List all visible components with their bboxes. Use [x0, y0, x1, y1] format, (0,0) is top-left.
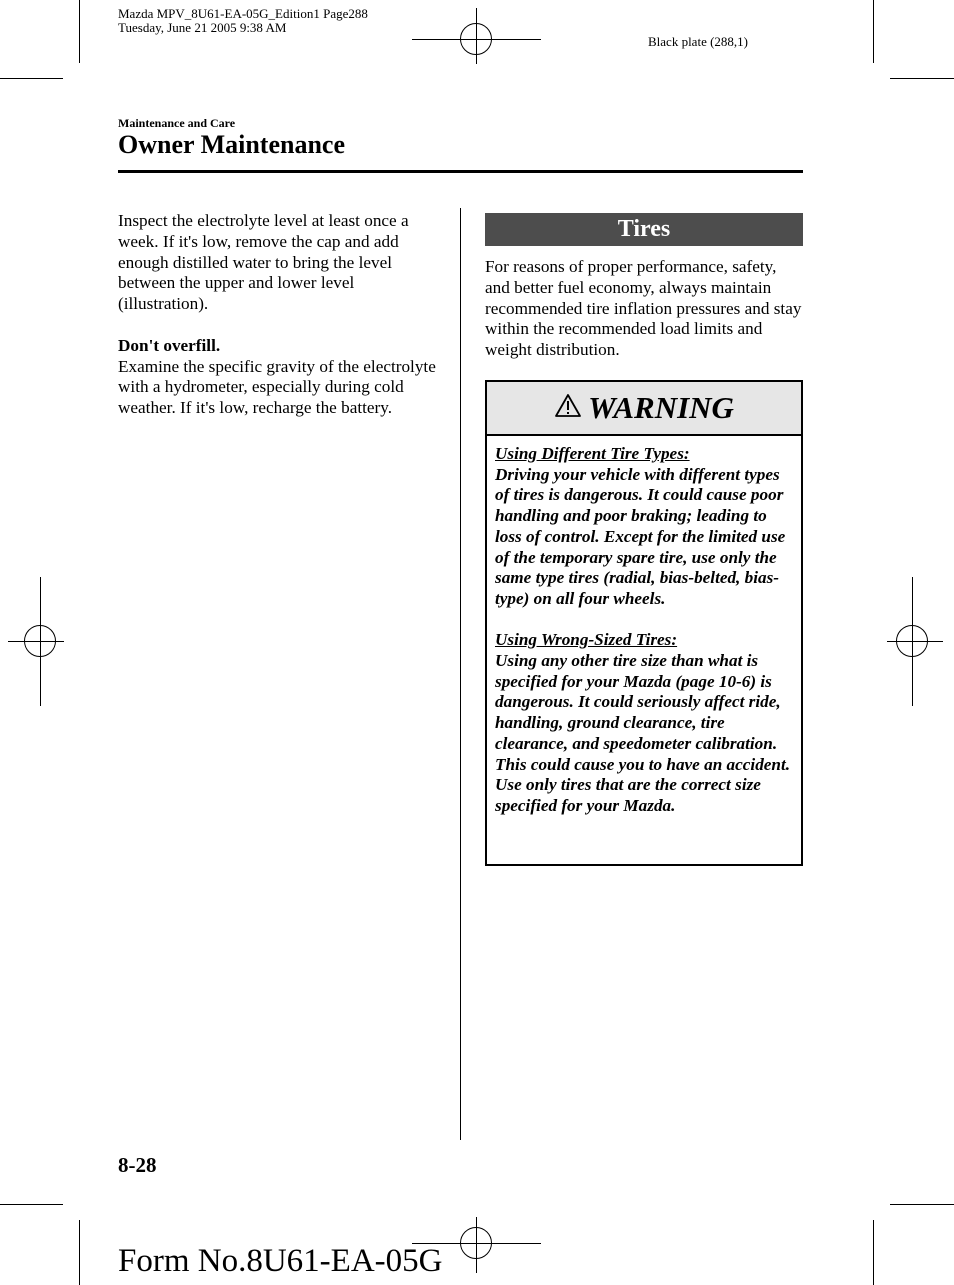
title-rule [118, 170, 803, 173]
warning-box [485, 380, 803, 866]
warning-triangle-icon [554, 393, 582, 423]
tires-heading: Tires [485, 213, 803, 246]
column-divider [460, 208, 461, 1140]
tires-intro: For reasons of proper performance, safety, and better fuel economy, always maintain recommended tire inflation pressures and stay within the recommended load limits and weight distribution. [485, 257, 802, 360]
warning-label: WARNING [588, 390, 734, 425]
left-column [118, 211, 440, 419]
specific-gravity-paragraph: Examine the specific gravity of the electrolyte with a hydrometer, especially during cold weather. If it's low, recharge the battery. [118, 356, 436, 418]
slug-line-2: Tuesday, June 21 2005 9:38 AM [118, 20, 287, 35]
plate-label: Black plate (288,1) [648, 34, 748, 49]
section-label: Maintenance and Care [118, 116, 236, 130]
page-number: 8-28 [118, 1153, 157, 1177]
battery-inspect-paragraph: Inspect the electrolyte level at least once a week. If it's low, remove the cap and add enough distilled water to bring the level between the upper and lower level (illustration). [118, 211, 409, 314]
slug-line-1: Mazda MPV_8U61-EA-05G_Edition1 Page288 [118, 6, 368, 21]
warning-item-2-text: Using any other tire size than what is specified for your Mazda (page 10-6) is dangerous. It could seriously affect ride, handling, ground clearance, tire clearance, and speedometer calibration. This could cause you to have an accident. Use only tires that are the correct size specified for your Mazda. [495, 651, 791, 815]
warning-item-1-text: Driving your vehicle with different types of tires is dangerous. It could cause poor handling and poor braking; leading to loss of control. Except for the limited use of the temporary spare tire, use only the same type tires (radial, bias-belted, bias-type) on all four wheels. [495, 464, 786, 608]
page-title: Owner Maintenance [118, 130, 345, 159]
print-slug [118, 7, 368, 35]
warning-item-1-title: Using Different Tire Types: [495, 444, 690, 463]
form-number: Form No.8U61-EA-05G [118, 1243, 443, 1279]
warning-item-2-title: Using Wrong-Sized Tires: [495, 630, 678, 650]
dont-overfill-note: Don't overfill. [118, 335, 221, 355]
warning-body [487, 436, 801, 825]
warning-header [487, 382, 801, 436]
